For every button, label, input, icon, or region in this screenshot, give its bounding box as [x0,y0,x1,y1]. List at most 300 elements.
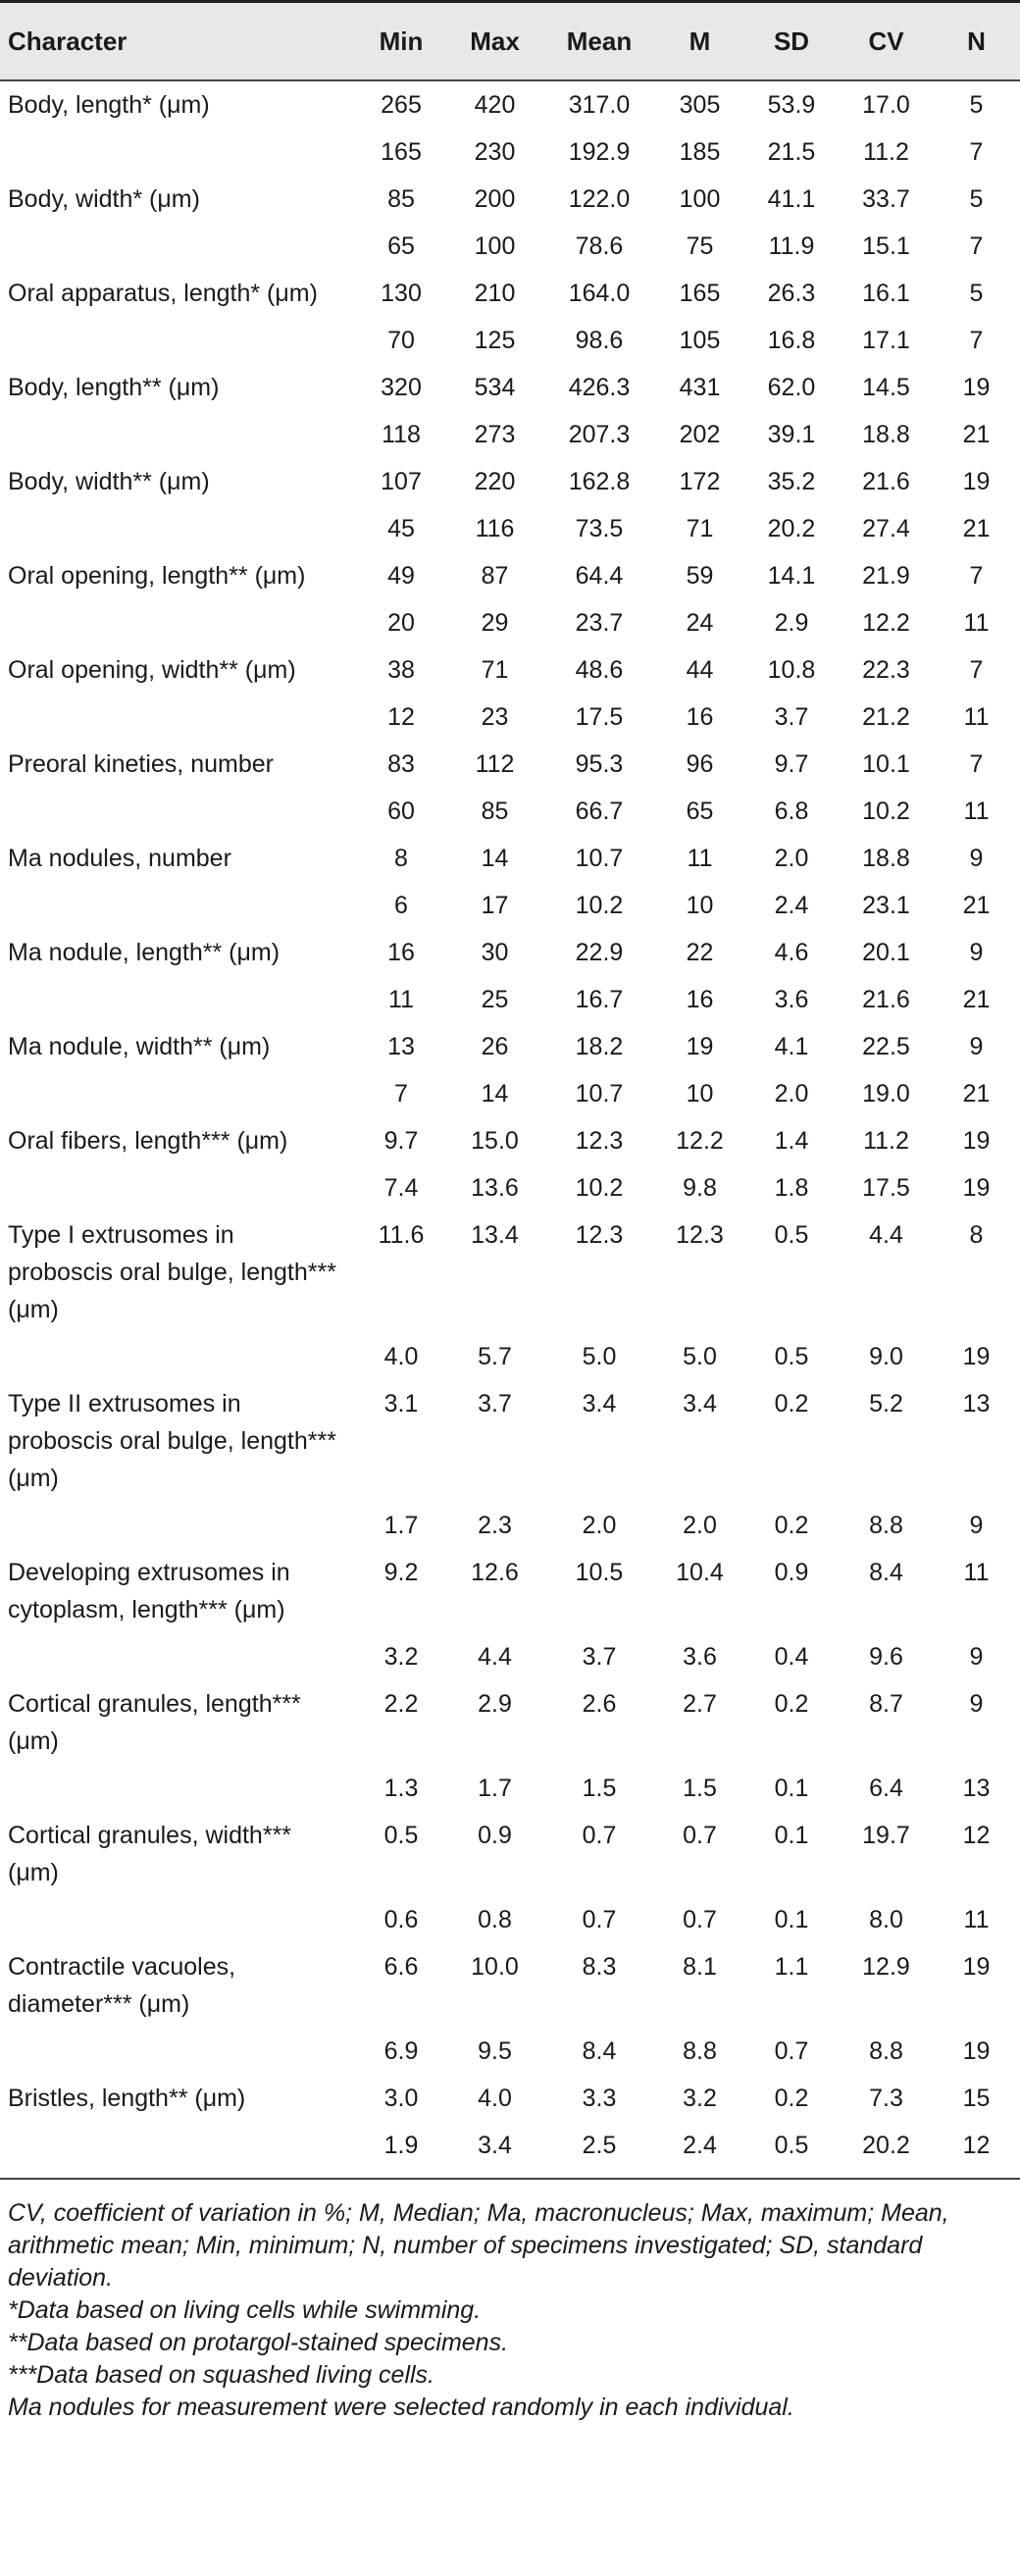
value-cell-m: 2.0 [683,1512,717,1539]
character-cell [0,1896,355,1943]
value-cell-mean: 122.0 [568,185,631,213]
character-cell [0,505,355,552]
value-cell-max: 17 [481,892,509,919]
value-cell-n: 7 [969,327,984,354]
value-cell-mean: 10.7 [575,1080,624,1108]
value-cell-sd: 2.0 [774,845,809,872]
value-cell-mean: 23.7 [575,609,624,637]
value-cell-m: 3.6 [683,1643,717,1671]
value-cell-mean: 64.4 [575,562,624,590]
value-cell-min: 38 [387,656,415,684]
character-cell: Oral fibers, length*** (μm) [8,1127,288,1155]
table-row [0,788,1020,835]
table-row [0,694,1020,741]
value-cell-sd: 0.5 [774,1343,809,1370]
value-cell-max: 23 [481,703,509,731]
value-cell-min: 45 [387,515,415,542]
character-cell [0,1164,355,1211]
value-cell-n: 19 [962,1174,991,1202]
value-cell-min: 49 [387,562,415,590]
table-row [0,1549,1020,1633]
value-cell-max: 13.6 [471,1174,519,1202]
value-cell-sd: 3.6 [774,986,809,1013]
value-cell-n: 8 [969,1221,984,1249]
value-cell-n: 9 [969,1690,984,1718]
value-cell-max: 112 [475,750,515,778]
value-cell-n: 7 [969,232,984,260]
value-cell-min: 3.2 [383,1643,419,1671]
column-header-sd: SD [773,26,810,56]
table-row [0,2028,1020,2075]
value-cell-sd: 9.7 [774,750,809,778]
value-cell-cv: 19.0 [862,1080,910,1108]
value-cell-max: 0.9 [478,1822,512,1849]
table-row [0,505,1020,552]
value-cell-m: 65 [686,798,714,825]
value-cell-min: 13 [387,1033,415,1060]
column-header-n: N [967,26,986,56]
table-row [0,1023,1020,1070]
value-cell-sd: 20.2 [767,515,816,542]
value-cell-mean: 5.0 [582,1343,617,1370]
value-cell-mean: 10.7 [575,845,624,872]
value-cell-min: 8 [394,845,408,872]
value-cell-mean: 207.3 [568,421,631,448]
value-cell-cv: 11.2 [863,138,909,166]
table-row [0,741,1020,788]
value-cell-n: 11 [963,1906,990,1933]
value-cell-min: 107 [381,468,422,495]
value-cell-mean: 2.6 [582,1690,617,1718]
character-cell: Type II extrusomes in proboscis oral bulge, length*** (μm) [8,1390,336,1492]
table-row [0,1896,1020,1943]
value-cell-cv: 14.5 [862,374,910,401]
footnote: ***Data based on squashed living cells. [8,2361,434,2389]
value-cell-mean: 17.5 [575,703,624,731]
value-cell-mean: 12.3 [575,1127,624,1155]
value-cell-max: 1.7 [478,1775,512,1802]
value-cell-m: 1.5 [683,1775,717,1802]
table-row [0,1633,1020,1680]
value-cell-n: 13 [962,1775,991,1802]
value-cell-cv: 6.4 [869,1775,903,1802]
value-cell-mean: 98.6 [575,327,624,354]
header-row [0,2,1020,81]
value-cell-mean: 426.3 [568,374,631,401]
value-cell-min: 65 [387,232,415,260]
value-cell-min: 165 [381,138,422,166]
value-cell-sd: 0.1 [774,1906,809,1933]
value-cell-cv: 17.1 [862,327,910,354]
character-cell: Oral opening, width** (μm) [8,656,296,684]
value-cell-n: 19 [962,1953,991,1981]
value-cell-m: 8.1 [683,1953,717,1981]
character-cell: Cortical granules, length*** (μm) [8,1690,301,1755]
value-cell-m: 96 [686,750,714,778]
column-header-min: Min [379,26,424,56]
value-cell-sd: 0.2 [774,1390,809,1417]
value-cell-n: 19 [962,2037,991,2065]
footnote: *Data based on living cells while swimming. [8,2296,482,2324]
value-cell-cv: 8.4 [869,1559,903,1586]
character-cell: Bristles, length** (μm) [8,2085,246,2112]
value-cell-m: 24 [686,609,714,637]
value-cell-cv: 20.1 [862,939,910,966]
value-cell-n: 9 [969,1512,984,1539]
character-cell [0,1765,355,1812]
value-cell-sd: 0.1 [774,1775,809,1802]
value-cell-min: 9.7 [383,1127,419,1155]
value-cell-sd: 0.7 [774,2037,809,2065]
value-cell-min: 1.7 [383,1512,419,1539]
value-cell-min: 11.6 [378,1221,425,1249]
value-cell-min: 60 [387,798,415,825]
character-cell: Preoral kineties, number [8,750,274,778]
character-cell: Body, width** (μm) [8,468,210,495]
table-row [0,599,1020,646]
value-cell-max: 15.0 [471,1127,519,1155]
value-cell-cv: 20.2 [862,2132,910,2159]
value-cell-max: 2.9 [478,1690,512,1718]
value-cell-m: 431 [679,374,721,401]
table-row [0,1070,1020,1117]
value-cell-sd: 0.2 [774,1512,809,1539]
value-cell-min: 265 [381,91,422,119]
value-cell-cv: 17.0 [862,91,910,119]
table-row [0,552,1020,599]
value-cell-mean: 0.7 [582,1906,617,1933]
value-cell-min: 0.5 [383,1822,419,1849]
table-row [0,2075,1020,2122]
value-cell-min: 1.9 [383,2132,419,2159]
value-cell-m: 3.2 [683,2085,717,2112]
value-cell-n: 7 [969,656,984,684]
value-cell-mean: 73.5 [575,515,624,542]
value-cell-min: 3.0 [383,2085,419,2112]
value-cell-cv: 18.8 [862,845,910,872]
footnote: **Data based on protargol-stained specimens. [8,2329,509,2356]
table-row [0,882,1020,929]
value-cell-max: 200 [474,185,516,213]
value-cell-max: 116 [475,515,515,542]
value-cell-cv: 27.4 [862,515,910,542]
value-cell-sd: 1.4 [774,1127,809,1155]
value-cell-cv: 19.7 [862,1822,910,1849]
table-row [0,1380,1020,1502]
value-cell-min: 7 [394,1080,408,1108]
value-cell-cv: 7.3 [869,2085,903,2112]
value-cell-m: 105 [679,327,721,354]
character-cell: Oral apparatus, length* (μm) [8,280,318,307]
value-cell-sd: 4.6 [774,939,809,966]
value-cell-n: 9 [969,939,984,966]
character-cell [0,411,355,458]
character-cell: Type I extrusomes in proboscis oral bulge, length*** (μm) [8,1221,336,1323]
value-cell-m: 19 [686,1033,714,1060]
table-row [0,835,1020,882]
value-cell-mean: 3.7 [582,1643,617,1671]
value-cell-sd: 16.8 [767,327,816,354]
value-cell-sd: 1.8 [774,1174,809,1202]
value-cell-sd: 2.4 [774,892,809,919]
character-cell [0,223,355,270]
value-cell-sd: 53.9 [767,91,816,119]
value-cell-max: 13.4 [471,1221,519,1249]
character-cell: Ma nodule, length** (μm) [8,939,280,966]
table-row [0,1943,1020,2028]
character-cell: Body, length** (μm) [8,374,220,401]
value-cell-min: 320 [381,374,422,401]
value-cell-sd: 41.1 [767,185,816,213]
value-cell-mean: 18.2 [575,1033,624,1060]
character-cell [0,599,355,646]
value-cell-max: 30 [481,939,509,966]
value-cell-min: 70 [387,327,415,354]
value-cell-n: 19 [962,468,991,495]
value-cell-cv: 8.7 [869,1690,903,1718]
value-cell-m: 12.3 [676,1221,724,1249]
value-cell-m: 172 [679,468,721,495]
table-row [0,1333,1020,1380]
value-cell-m: 8.8 [683,2037,717,2065]
value-cell-mean: 78.6 [575,232,624,260]
value-cell-cv: 12.2 [862,609,910,637]
value-cell-m: 100 [679,185,721,213]
character-cell [0,1333,355,1380]
value-cell-min: 6.6 [383,1953,419,1981]
character-cell [0,2122,355,2179]
value-cell-mean: 16.7 [575,986,624,1013]
table-row [0,129,1020,176]
value-cell-m: 2.4 [683,2132,717,2159]
value-cell-n: 21 [962,421,991,448]
value-cell-cv: 11.2 [863,1127,909,1155]
value-cell-sd: 0.4 [774,1643,809,1671]
value-cell-m: 59 [686,562,714,590]
value-cell-mean: 2.0 [582,1512,617,1539]
value-cell-cv: 9.0 [869,1343,903,1370]
value-cell-m: 10 [686,1080,714,1108]
value-cell-n: 7 [969,138,984,166]
value-cell-mean: 8.4 [582,2037,617,2065]
value-cell-m: 0.7 [683,1906,717,1933]
column-header-max: Max [470,26,520,56]
table-row [0,976,1020,1023]
value-cell-min: 6.9 [383,2037,419,2065]
value-cell-cv: 21.6 [862,986,910,1013]
value-cell-min: 16 [387,939,415,966]
value-cell-m: 3.4 [683,1390,717,1417]
value-cell-m: 0.7 [683,1822,717,1849]
value-cell-mean: 1.5 [582,1775,617,1802]
table-row [0,223,1020,270]
value-cell-sd: 1.1 [774,1953,809,1981]
value-cell-mean: 22.9 [575,939,624,966]
value-cell-min: 9.2 [383,1559,419,1586]
value-cell-min: 83 [387,750,415,778]
value-cell-max: 26 [481,1033,509,1060]
value-cell-max: 14 [481,845,509,872]
value-cell-n: 12 [962,2132,991,2159]
value-cell-min: 7.4 [383,1174,419,1202]
value-cell-n: 19 [962,374,991,401]
value-cell-n: 9 [969,1033,984,1060]
value-cell-min: 1.3 [383,1775,419,1802]
value-cell-n: 9 [969,845,984,872]
value-cell-sd: 0.1 [774,1822,809,1849]
table-row [0,270,1020,317]
value-cell-max: 12.6 [471,1559,519,1586]
value-cell-sd: 35.2 [767,468,816,495]
value-cell-max: 2.3 [478,1512,512,1539]
value-cell-m: 305 [679,91,721,119]
value-cell-n: 21 [962,1080,991,1108]
value-cell-m: 16 [686,703,714,731]
value-cell-n: 13 [962,1390,991,1417]
value-cell-min: 0.6 [383,1906,419,1933]
value-cell-max: 14 [481,1080,509,1108]
value-cell-mean: 3.4 [582,1390,617,1417]
value-cell-sd: 0.2 [774,2085,809,2112]
value-cell-max: 210 [474,280,516,307]
value-cell-mean: 164.0 [568,280,631,307]
table-row [0,411,1020,458]
value-cell-n: 19 [962,1127,991,1155]
value-cell-m: 75 [686,232,714,260]
value-cell-m: 9.8 [683,1174,717,1202]
value-cell-min: 3.1 [383,1390,419,1417]
table-row [0,1812,1020,1896]
table-body [0,80,1020,2179]
value-cell-max: 420 [474,91,516,119]
value-cell-sd: 0.2 [774,1690,809,1718]
column-header-mean: Mean [566,26,633,56]
value-cell-m: 165 [679,280,721,307]
value-cell-mean: 48.6 [575,656,624,684]
value-cell-cv: 17.5 [862,1174,910,1202]
character-cell: Contractile vacuoles, diameter*** (μm) [8,1953,236,2018]
character-cell [0,694,355,741]
value-cell-sd: 0.5 [774,1221,809,1249]
value-cell-max: 0.8 [478,1906,512,1933]
value-cell-n: 21 [962,892,991,919]
table-footnotes [0,2180,1020,2424]
value-cell-sd: 0.9 [774,1559,809,1586]
value-cell-mean: 2.5 [582,2132,617,2159]
value-cell-sd: 0.5 [774,2132,809,2159]
table-row [0,1502,1020,1549]
value-cell-max: 534 [474,374,516,401]
value-cell-min: 118 [382,421,421,448]
value-cell-max: 273 [474,421,516,448]
value-cell-n: 19 [962,1343,991,1370]
footnote: Ma nodules for measurement were selected randomly in each individual. [8,2394,794,2421]
character-cell [0,317,355,364]
value-cell-m: 202 [679,421,721,448]
character-cell: Body, length* (μm) [8,91,210,119]
value-cell-mean: 0.7 [582,1822,617,1849]
value-cell-cv: 5.2 [869,1390,903,1417]
table-row [0,1765,1020,1812]
value-cell-m: 2.7 [683,1690,717,1718]
table-row [0,1211,1020,1333]
footnote: CV, coefficient of variation in %; M, Median; Ma, macronucleus; Max, maximum; Mean, arithmetic mean; Min, minimum; N, number of specimens investigated; SD, standard deviation. [8,2199,949,2292]
value-cell-m: 22 [686,939,714,966]
value-cell-n: 11 [963,703,990,731]
value-cell-sd: 4.1 [774,1033,809,1060]
value-cell-cv: 8.0 [869,1906,903,1933]
value-cell-mean: 8.3 [582,1953,617,1981]
character-cell [0,976,355,1023]
value-cell-max: 87 [481,562,509,590]
value-cell-max: 10.0 [471,1953,519,1981]
value-cell-n: 21 [962,986,991,1013]
value-cell-m: 5.0 [683,1343,717,1370]
value-cell-max: 3.4 [478,2132,512,2159]
value-cell-cv: 15.1 [862,232,910,260]
value-cell-cv: 10.1 [862,750,910,778]
value-cell-max: 4.4 [478,1643,512,1671]
value-cell-max: 125 [474,327,516,354]
character-cell [0,1633,355,1680]
value-cell-max: 230 [474,138,516,166]
value-cell-cv: 12.9 [862,1953,910,1981]
value-cell-n: 5 [969,280,984,307]
value-cell-cv: 8.8 [869,1512,903,1539]
value-cell-m: 10.4 [676,1559,724,1586]
value-cell-n: 7 [969,750,984,778]
value-cell-cv: 18.8 [862,421,910,448]
table-header [0,2,1020,81]
value-cell-cv: 21.9 [862,562,910,590]
character-cell: Developing extrusomes in cytoplasm, length*** (μm) [8,1559,290,1623]
table-row [0,364,1020,411]
table-row [0,646,1020,694]
value-cell-n: 9 [969,1643,984,1671]
value-cell-mean: 10.2 [575,1174,624,1202]
value-cell-max: 5.7 [478,1343,512,1370]
value-cell-m: 12.2 [676,1127,724,1155]
value-cell-sd: 11.9 [768,232,815,260]
value-cell-sd: 14.1 [767,562,816,590]
value-cell-mean: 162.8 [568,468,631,495]
value-cell-m: 10 [686,892,714,919]
column-header-character: Character [8,26,128,56]
value-cell-mean: 95.3 [575,750,624,778]
value-cell-min: 20 [387,609,415,637]
character-cell: Cortical granules, width*** (μm) [8,1822,292,1886]
character-cell [0,1070,355,1117]
character-cell: Oral opening, length** (μm) [8,562,306,590]
value-cell-n: 12 [962,1822,991,1849]
value-cell-n: 11 [963,1559,990,1586]
value-cell-min: 4.0 [383,1343,419,1370]
value-cell-cv: 16.1 [862,280,910,307]
value-cell-min: 12 [387,703,415,731]
value-cell-cv: 8.8 [869,2037,903,2065]
value-cell-m: 44 [686,656,714,684]
value-cell-mean: 317.0 [568,91,631,119]
value-cell-cv: 22.3 [862,656,910,684]
value-cell-mean: 192.9 [568,138,631,166]
value-cell-max: 71 [481,656,509,684]
value-cell-mean: 10.5 [575,1559,624,1586]
value-cell-cv: 10.2 [862,798,910,825]
value-cell-max: 4.0 [478,2085,512,2112]
value-cell-cv: 22.5 [862,1033,910,1060]
value-cell-n: 11 [963,609,990,637]
value-cell-sd: 2.9 [774,609,809,637]
